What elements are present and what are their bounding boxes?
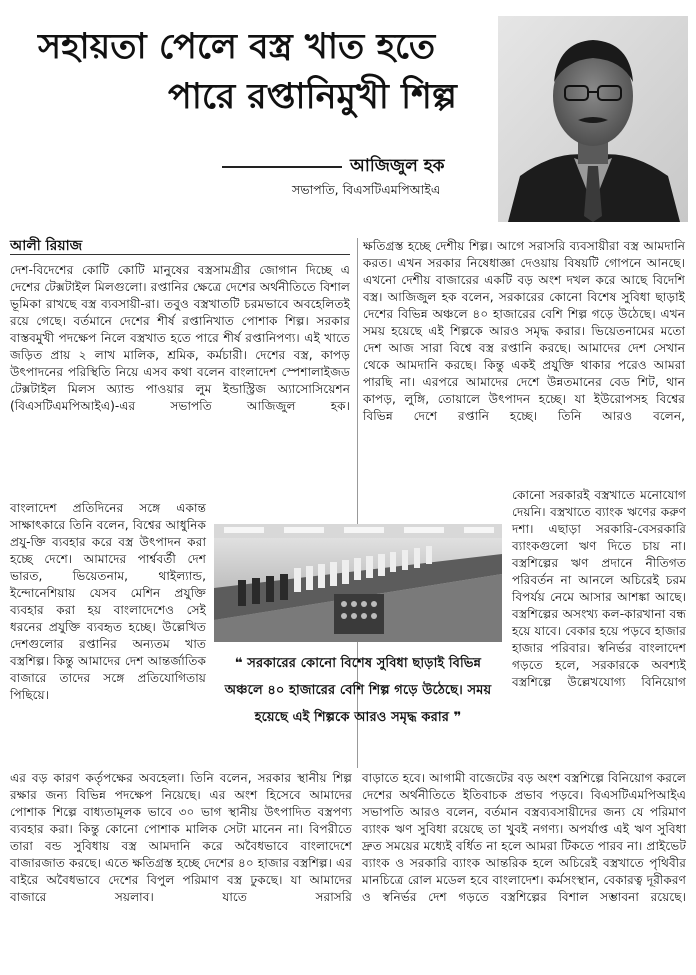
close-quote-icon: ❞ (448, 710, 462, 725)
body-paragraph: কোনো সরকারই বস্ত্রখাতে মনোযোগ দেয়নি। বস্ত্রখাতে ব্যাংক ঋণের করুণ দশা। এছাড়া সরকারি-বেসরকারি ব্যাংকগুলো ঋণ দিতে চায় না। বস্ত্রশিল্পের ঋণ প্রদানে নীতিগত পরিবর্তন না আনলে অচিরেই চরম বিপর্যয় নেমে আসার আশঙ্কা আছে। বস্ত্রশিল্পের অসংখ্য কল-কারখানা বন্ধ হয়ে যাবে। বেকার হয়ে পড়বে হাজার হাজার পরিবার। স্বনির্ভর বাংলাদেশ গড়তে হলে, সরকারকে অবশ্যই বস্ত্রশিল্পে উল্লেখযোগ্য বিনিয়োগ (512, 488, 686, 689)
pull-quote-body: সরকারের কোনো বিশেষ সুবিধা ছাড়াই বিভিন্ন অঞ্চলে ৪০ হাজারের বেশি শিল্প গড়ে উঠেছে। সময় হয়েছে এই শিল্পকে আরও সমৃদ্ধ করার (224, 656, 492, 725)
headline-line-2: পারে রপ্তানিমুখী শিল্প (168, 77, 457, 117)
portrait-photo (498, 16, 688, 222)
headline (18, 22, 488, 122)
reporter-name: আলী রিয়াজ (10, 238, 83, 254)
body-paragraph: ক্ষতিগ্রস্ত হচ্ছে দেশীয় শিল্প। আগে সরাসরি ব্যবসায়ীরা বস্ত্র আমদানি করত। এখন সরকার নিষেধাজ্ঞা দেওয়ায় বিষয়টি গোপনে আনছে। এখনো দেশীয় বাজারের একটি বড় অংশ দখল করে আছে বিদেশি বস্ত্র। আজিজুল হক বলেন, সরকারের কোনো বিশেষ সুবিধা ছাড়াই দেশের বিভিন্ন অঞ্চলে ৪০ হাজারের বেশি শিল্প গড়ে উঠেছে। এখন সময় হয়েছে এই শিল্পকে আরও সমৃদ্ধ করার। ভিয়েতনামের মতো দেশ আজ সারা বিশ্বে বস্ত্র রপ্তানি করছে। আমাদের দেশ সেখান থেকে আমদানি করছে। কিন্তু একই প্রযুক্তি থাকার পরেও আমরা পারছি না। এরপরে আমাদের দেশে উন্নতমানের বেড শিট, থান কাপড়, লুঙ্গি, তোয়ালে উৎপাদন হচ্ছে। যা ইউরোপসহ বিশ্বের বিভিন্ন দেশে রপ্তানি হচ্ছে। তিনি আরও বলেন, (363, 239, 685, 423)
body-column-2 (363, 238, 685, 425)
body-paragraph: বাংলাদেশ প্রতিদিনের সঙ্গে একান্ত সাক্ষাৎকারে তিনি বলেন, বিশ্বের আধুনিক প্রযু-ক্তি ব্যবহার করে বস্ত্র উৎপাদন করা হচ্ছে দেশে। আমাদের পার্শ্ববর্তী দেশ ভারত, ভিয়েতনাম, থাইল্যান্ড, ইন্দোনেশিয়ায় যেসব মেশিন প্রযুক্তি ব্যবহার করা হয় বাংলাদেশেও সেই ধরনের প্রযুক্তি ব্যবহৃত হচ্ছে। উল্লেখিত দেশগুলোর রপ্তানির অন্যতম খাত বস্ত্রশিল্প। কিন্তু আমাদের দেশ আন্তর্জাতিক বাজারে তাদের সঙ্গে প্রতিযোগিতায় পিছিয়ে। (10, 501, 206, 702)
byline-rule (222, 166, 342, 168)
pull-quote (214, 644, 502, 762)
factory-photo (214, 524, 502, 642)
portrait-illustration (498, 16, 688, 222)
headline-line-1: সহায়তা পেলে বস্ত্র খাত হতে (38, 27, 436, 67)
body-paragraph: বাড়াতে হবে। আগামী বাজেটের বড় অংশ বস্ত্রশিল্পে বিনিয়োগ করলে দেশের অর্থনীতিতে ইতিবাচক প্রভাব পড়বে। বিএসটিএমপিআইএ সভাপতি আরও বলেন, বর্তমান বস্ত্রব্যবসায়ীদের জন্য যে পরিমাণ ব্যাংক ঋণ সুবিধা রয়েছে তা খুবই নগণ্য। অপর্যাপ্ত এই ঋণ সুবিধা দ্রুত সময়ের মধ্যেই বর্ধিত না হলে আমরা টিকতে পারব না। প্রাইভেট ব্যাংক ও সরকারি ব্যাংক আন্তরিক হলে অচিরেই বস্ত্রখাতে পৃথিবীর মানচিত্রে রোল মডেল হবে বাংলাদেশ। কর্মসংস্থান, বেকারত্ব দূরীকরণ ও স্বনির্ভর দেশ গড়তে বস্ত্রশিল্পের বিশাল সম্ভাবনা রয়েছে। (362, 771, 686, 904)
body-column-1 (10, 262, 350, 415)
pull-quote-text (220, 650, 496, 731)
byline-role: সভাপতি, বিএসটিএমপিআইএ (292, 182, 441, 197)
body-bottom-left (10, 770, 352, 906)
open-quote-icon: ❝ (234, 656, 248, 671)
body-column-2-narrow (512, 487, 686, 691)
factory-illustration (214, 524, 502, 642)
byline-name: আজিজুল হক (350, 156, 445, 176)
body-column-1-narrow (10, 500, 206, 704)
body-paragraph: এর বড় কারণ কর্তৃপক্ষের অবহেলা। তিনি বলেন, সরকার স্থানীয় শিল্প রক্ষার জন্য বিভিন্ন পদক্ষেপ নিয়েছে। এর অংশ হিসেবে আমাদের পোশাক শিল্পে বাধ্যতামূলক ভাবে ৩০ ভাগ স্থানীয় উৎপাদিত বস্ত্রপণ্য ব্যবহার করা। কিন্তু কোনো পোশাক মালিক সেটা মানেন না। বিপরীতে তারা বন্ড সুবিধায় বস্ত্র আমদানি করে অবৈধভাবে বাংলাদেশে বাজারজাত করছে। এতে ক্ষতিগ্রস্ত হচ্ছে দেশের ৪০ হাজার বস্ত্রশিল্প। এর বাইরে অবৈধভাবে দেশের বিপুল পরিমাণ বস্ত্র ঢুকছে। যা আমাদের বাজারে সয়লাব। যাতে সরাসরি (10, 771, 352, 904)
body-paragraph: দেশ-বিদেশের কোটি কোটি মানুষের বস্ত্রসামগ্রীর জোগান দিচ্ছে এ দেশের টেক্সটাইল মিলগুলো। রপ্তানির ক্ষেত্রে দেশের অর্থনীতিতে বিশাল ভূমিকা রাখছে বস্ত্র ব্যবসায়ী-রা। তবুও বস্ত্রখাতটি চরমভাবে অবহেলিতই রয়ে গেছে। বর্তমানে দেশের শীর্ষ রপ্তানিখাত পোশাক শিল্প। সরকার বাস্তবমুখী পদক্ষেপ নিলে বস্ত্রখাত হতে পারে শীর্ষ রপ্তানিপণ্য। এই খাতে জড়িত প্রায় ২ লাখ মালিক, শ্রমিক, কর্মচারী। দেশের বস্ত্র, কাপড় উৎপাদনের পরিস্থিতি নিয়ে এসব কথা বলেন বাংলাদেশ স্পেশালাইজড টেক্সটাইল মিলস অ্যান্ড পাওয়ার লুম ইন্ডাস্ট্রিজ অ্যাসোসিয়েশন (বিএসটিএমপিআইএ)-এর সভাপতি আজিজুল হক। (10, 263, 350, 413)
reporter-rule (10, 254, 350, 255)
body-bottom-right (362, 770, 686, 906)
